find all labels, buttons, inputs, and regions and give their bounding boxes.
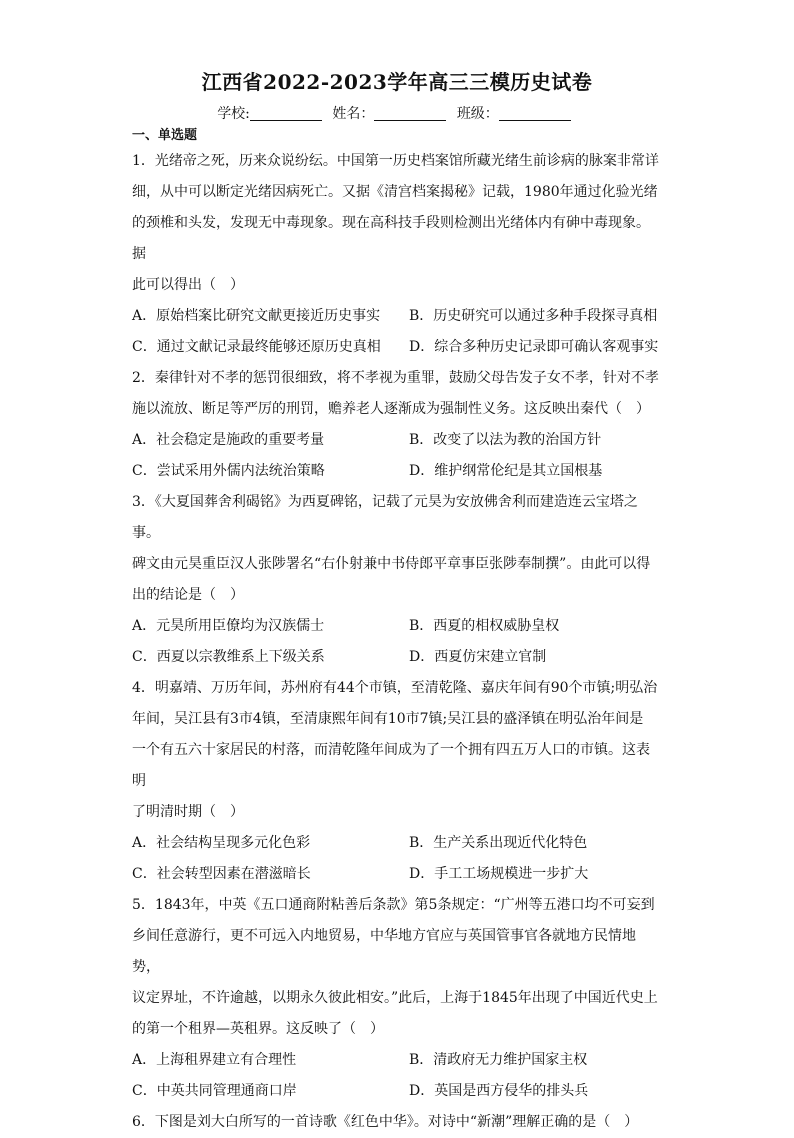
answer-option[interactable]: D．西夏仿宋建立官制 xyxy=(409,649,547,665)
option-row xyxy=(132,611,662,642)
answer-option[interactable]: C．西夏以宗教维系上下级关系 xyxy=(132,649,325,665)
class-label: 班级： xyxy=(456,106,499,122)
question-text-line: 出的结论是（ ） xyxy=(132,587,244,603)
answer-option[interactable]: A．社会稳定是施政的重要考量 xyxy=(132,432,325,448)
answer-option[interactable]: A．元昊所用臣僚均为汉族儒士 xyxy=(132,618,325,634)
option-row xyxy=(132,332,662,363)
question-1 xyxy=(132,146,662,363)
question-list xyxy=(132,146,662,1138)
answer-option[interactable]: A．社会结构呈现多元化色彩 xyxy=(132,835,311,851)
section-heading: 一、单选题 xyxy=(132,128,198,143)
answer-option[interactable]: C．社会转型因素在潜滋暗长 xyxy=(132,866,311,882)
question-4 xyxy=(132,673,662,890)
class-blank[interactable] xyxy=(499,106,571,121)
option-row xyxy=(132,828,662,859)
question-text-line: 一个有五六十家居民的村落，而清乾隆年间成为了一个拥有四五万人口的市镇。这表明 xyxy=(132,742,650,789)
question-text-line: 的第一个租界—英租界。这反映了（ ） xyxy=(132,1021,384,1037)
answer-option[interactable]: D．英国是西方侵华的排头兵 xyxy=(409,1083,589,1099)
question-text-line: 年间，吴江县有3市4镇，至清康熙年间有10市7镇;吴江县的盛泽镇在明弘治年间是 xyxy=(132,711,644,727)
question-text-line: 的颈椎和头发，发现无中毒现象。现在高科技手段则检测出光绪体内有砷中毒现象。据 xyxy=(132,215,650,262)
option-row xyxy=(132,859,662,890)
question-text-line: 细，从中可以断定光绪因病死亡。又据《清宫档案揭秘》记载，1980年通过化验光绪 xyxy=(132,184,658,200)
answer-option[interactable]: B．历史研究可以通过多种手段探寻真相 xyxy=(409,308,658,324)
question-text-line: 6．下图是刘大白所写的一首诗歌《红色中华》。对诗中“新潮”理解正确的是（ ） xyxy=(132,1114,639,1130)
question-text-line: 乡间任意游行，更不可远入内地贸易，中华地方官应与英国管事官各就地方民情地势， xyxy=(132,928,636,975)
question-3 xyxy=(132,487,662,673)
answer-option[interactable]: C．尝试采用外儒内法统治策略 xyxy=(132,463,325,479)
page-title: 江西省2022-2023学年高三三模历史试卷 xyxy=(201,70,593,94)
question-text-line: 此可以得出（ ） xyxy=(132,277,244,293)
option-row xyxy=(132,456,662,487)
question-text-line: 2．秦律针对不孝的惩罚很细致，将不孝视为重罪，鼓励父母告发子女不孝，针对不孝 xyxy=(132,370,659,386)
question-text-line: 1．光绪帝之死，历来众说纷纭。中国第一历史档案馆所藏光绪生前诊病的脉案非常详 xyxy=(132,153,659,169)
answer-option[interactable]: D．手工工场规模进一步扩大 xyxy=(409,866,589,882)
question-text-line: 议定界址，不许逾越，以期永久彼此相安。”此后，上海于1845年出现了中国近代史上 xyxy=(132,990,658,1006)
question-5 xyxy=(132,890,662,1107)
answer-option[interactable]: C．通过文献记录最终能够还原历史真相 xyxy=(132,339,381,355)
answer-option[interactable]: B．清政府无力维护国家主权 xyxy=(409,1052,588,1068)
question-text-line: 了明清时期（ ） xyxy=(132,804,244,820)
answer-option[interactable]: B．改变了以法为教的治国方针 xyxy=(409,432,602,448)
question-text-line: 4．明嘉靖、万历年间，苏州府有44个市镇，至清乾隆、嘉庆年间有90个市镇;明弘治 xyxy=(132,680,658,696)
student-info-line xyxy=(0,103,794,123)
answer-option[interactable]: C．中英共同管理通商口岸 xyxy=(132,1083,297,1099)
question-text-line: 碑文由元昊重臣汉人张陟署名“右仆射兼中书侍郎平章事臣张陟奉制撰”。由此可以得 xyxy=(132,556,651,572)
option-row xyxy=(132,1045,662,1076)
answer-option[interactable]: B．西夏的相权威胁皇权 xyxy=(409,618,560,634)
school-label: 学校: xyxy=(217,106,250,122)
name-blank[interactable] xyxy=(374,106,446,121)
answer-option[interactable]: A．上海租界建立有合理性 xyxy=(132,1052,297,1068)
answer-option[interactable]: B．生产关系出现近代化特色 xyxy=(409,835,588,851)
option-row xyxy=(132,425,662,456)
name-label: 姓名： xyxy=(332,106,375,122)
answer-option[interactable]: D．维护纲常伦纪是其立国根基 xyxy=(409,463,603,479)
question-text-line: 施以流放、断足等严厉的刑罚，赡养老人逐渐成为强制性义务。这反映出秦代（ ） xyxy=(132,401,650,417)
answer-option[interactable]: A．原始档案比研究文献更接近历史事实 xyxy=(132,308,381,324)
option-row xyxy=(132,301,662,332)
question-text-line: 5．1843年，中英《五口通商附粘善后条款》第5条规定：“广州等五港口均不可妄到 xyxy=(132,897,655,913)
answer-option[interactable]: D．综合多种历史记录即可确认客观事实 xyxy=(409,339,659,355)
option-row xyxy=(132,642,662,673)
question-text-line: 3．《大夏国葬舍利碣铭》为西夏碑铭，记载了元昊为安放佛舍利而建造连云宝塔之事。 xyxy=(132,494,638,541)
question-2 xyxy=(132,363,662,487)
option-row xyxy=(132,1076,662,1107)
school-blank[interactable] xyxy=(250,106,322,121)
